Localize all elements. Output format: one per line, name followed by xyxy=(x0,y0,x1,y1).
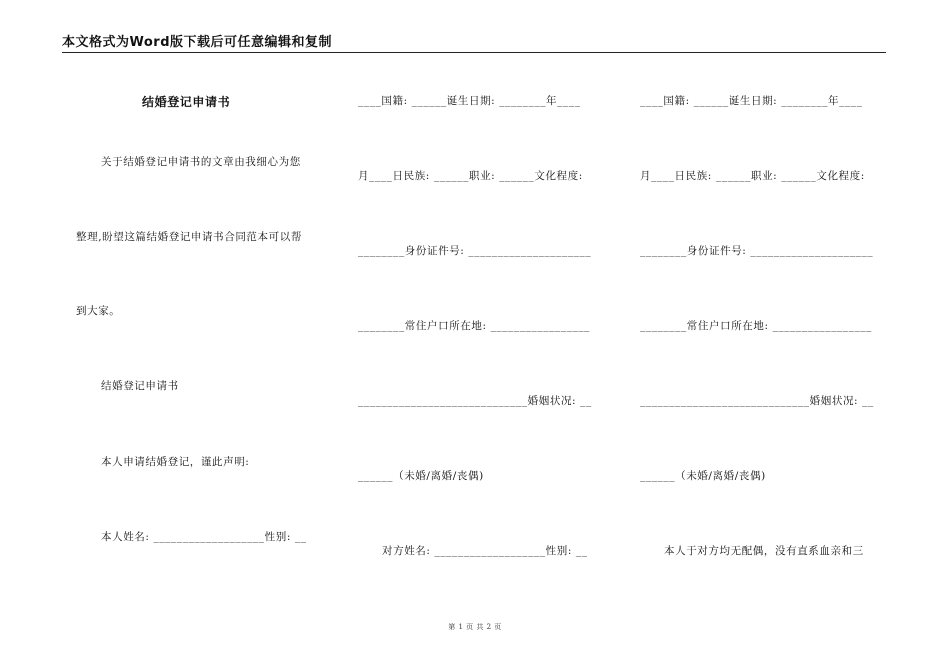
marital-options: ______（未婚/离婚/丧偶) xyxy=(358,470,484,482)
marital-status-field: _____________________________婚姻状况: __ xyxy=(358,395,592,407)
marital-status-field: _____________________________婚姻状况: __ xyxy=(640,395,874,407)
page-number: 第 1 页 共 2 页 xyxy=(448,623,502,631)
intro-line-1: 关于结婚登记申请书的文章由我细心为您 xyxy=(101,156,301,168)
section-heading: 结婚登记申请书 xyxy=(101,380,179,392)
id-number-field: ________身份证件号: _____________________ xyxy=(640,245,874,257)
ethnic-occupation-field: 月____日民族: ______职业: ______文化程度: xyxy=(358,170,583,182)
right-column xyxy=(640,0,890,672)
document-header: 本文格式为Word版下载后可任意编辑和复制 xyxy=(62,34,886,53)
residence-field: ________常住户口所在地: _________________ xyxy=(640,320,873,332)
ethnic-occupation-field: 月____日民族: ______职业: ______文化程度: xyxy=(640,170,865,182)
declaration-continuation: 本人于对方均无配偶，没有直系血亲和三 xyxy=(664,545,864,557)
left-column xyxy=(76,0,326,672)
partner-name-field: 对方姓名: ___________________性别: __ xyxy=(382,545,588,557)
marital-options: ______（未婚/离婚/丧偶) xyxy=(640,470,766,482)
document-title: 结婚登记申请书 xyxy=(142,95,231,109)
nationality-birth-field: ____国籍: ______诞生日期: ________年____ xyxy=(358,95,581,107)
middle-column xyxy=(358,0,608,672)
intro-line-2: 整理,盼望这篇结婚登记申请书合同范本可以帮 xyxy=(76,231,302,243)
id-number-field: ________身份证件号: _____________________ xyxy=(358,245,592,257)
nationality-birth-field: ____国籍: ______诞生日期: ________年____ xyxy=(640,95,863,107)
declaration-line: 本人申请结婚登记，谨此声明: xyxy=(101,456,250,468)
residence-field: ________常住户口所在地: _________________ xyxy=(358,320,591,332)
applicant-name-field: 本人姓名: ___________________性别: __ xyxy=(101,531,307,543)
intro-line-3: 到大家。 xyxy=(76,305,121,317)
